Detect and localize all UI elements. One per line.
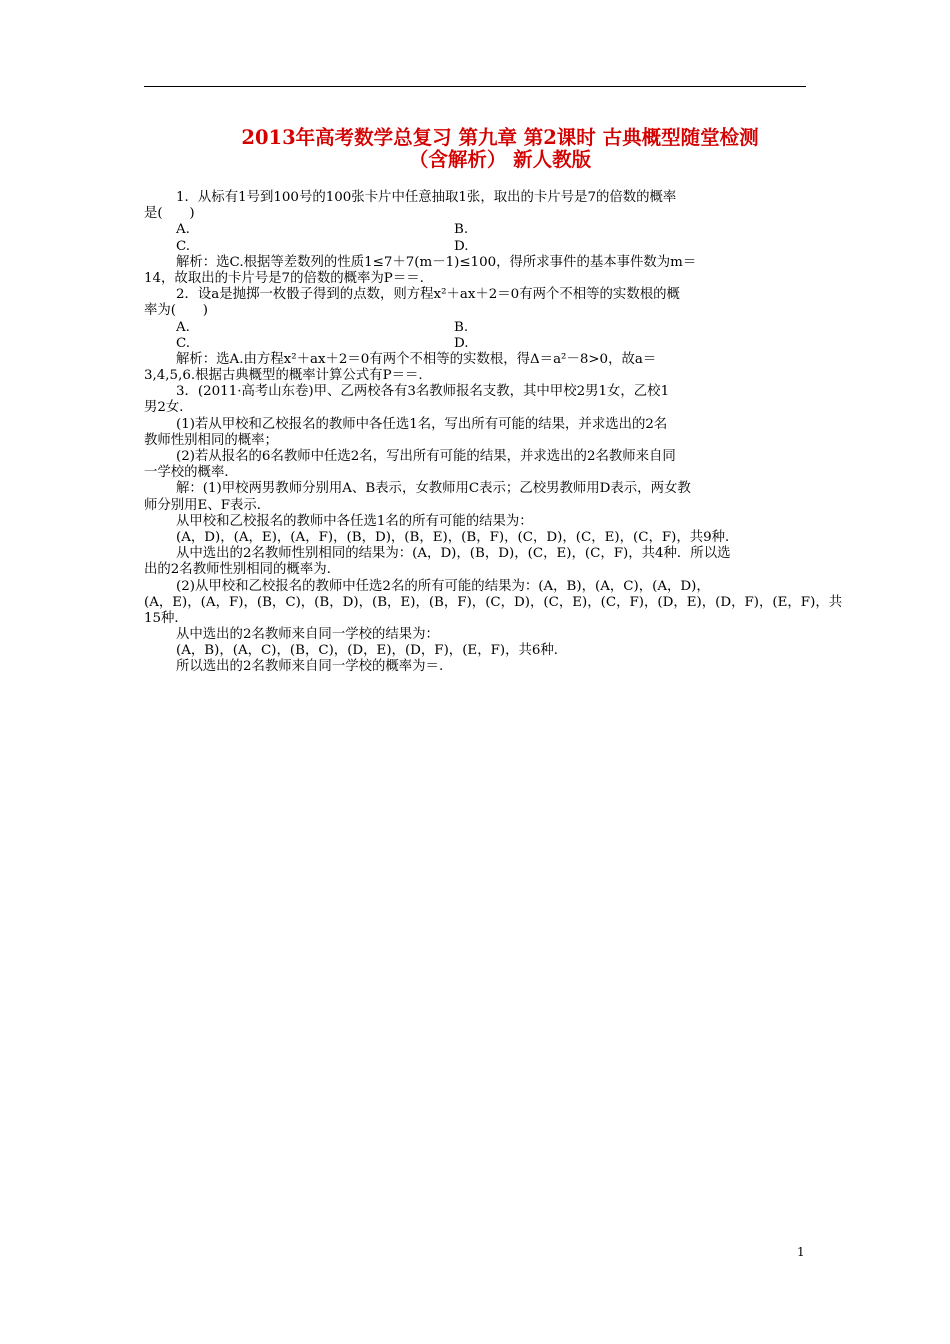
q3-part2-cont: 一学校的概率． <box>144 465 238 481</box>
q3-solution-line: (2)从甲校和乙校报名的教师中任选2名的所有可能的结果为：(A，B)，(A，C)，(A，D)， <box>176 578 710 594</box>
option-c: C. <box>176 335 191 351</box>
q1-stem: 1．从标有1号到100号的100张卡片中任意抽取1张，取出的卡片号是7的倍数的概率 <box>176 190 677 205</box>
q1-options-ab <box>144 222 806 238</box>
header-rule <box>144 86 806 87</box>
q1-solution: 解析：选C.根据等差数列的性质1≤7＋7(m－1)≤100，得所求事件的基本事件数为m＝ <box>176 254 697 270</box>
q3-solution-line: (A，B)，(A，C)，(B，C)，(D，E)，(D，F)，(E，F)，共6种． <box>176 643 568 659</box>
q3-solution-line: 从中选出的2名教师来自同一学校的结果为： <box>176 627 439 643</box>
doc-title-line1: 2013年高考数学总复习 第九章 第2课时 古典概型随堂检测 <box>241 126 759 149</box>
q2-solution: 解析：选A.由方程x²＋ax＋2＝0有两个不相等的实数根，得Δ＝a²－8>0，故a＝ <box>176 351 657 367</box>
q2-options-ab <box>144 320 806 336</box>
option-b: B. <box>454 222 469 238</box>
q1-options-cd <box>144 239 806 255</box>
q3-part1-cont: 教师性别相同的概率； <box>144 432 278 448</box>
q3-solution-line: (A，D)，(A，E)，(A，F)，(B，D)，(B，E)，(B，F)，(C，D)，(C，E)，(C，F)，共9种． <box>176 529 739 545</box>
q1-stem-cont: 是( ) <box>144 206 195 222</box>
q3-solution-line: 所以选出的2名教师来自同一学校的概率为＝. <box>176 659 444 675</box>
q3-part2: (2)若从报名的6名教师中任选2名，写出所有可能的结果，并求选出的2名教师来自同 <box>176 449 676 464</box>
q1-solution-cont: 14，故取出的卡片号是7的倍数的概率为P＝＝. <box>144 270 424 286</box>
q2-stem: 2．设a是抛掷一枚骰子得到的点数，则方程x²＋ax＋2＝0有两个不相等的实数根的概 <box>176 287 680 303</box>
option-d: D. <box>454 238 469 254</box>
option-a: A. <box>176 319 190 335</box>
q3-part1: (1)若从甲校和乙校报名的教师中各任选1名，写出所有可能的结果，并求选出的2名 <box>176 416 668 432</box>
q3-solution-line: 15种． <box>144 610 188 626</box>
option-d: D. <box>454 335 469 351</box>
doc-title-line2: （含解析） 新人教版 <box>408 148 592 171</box>
q3-solution-line: 从甲校和乙校报名的教师中各任选1名的所有可能的结果为： <box>176 513 533 529</box>
q3-stem-cont: 男2女． <box>144 400 193 416</box>
q2-solution-cont: 3,4,5,6.根据古典概型的概率计算公式有P＝＝. <box>144 368 423 384</box>
option-b: B. <box>454 319 469 335</box>
page-number: 1 <box>797 1245 805 1259</box>
q3-solution-line: 从中选出的2名教师性别相同的结果为：(A，D)，(B，D)，(C，E)，(C，F)，共4种．所以选 <box>176 546 731 562</box>
doc-body <box>144 190 843 676</box>
q3-solution-line: (A，E)，(A，F)，(B，C)，(B，D)，(B，E)，(B，F)，(C，D)，(C，E)，(C，F)，(D，E)，(D，F)，(E，F)，共 <box>144 594 843 610</box>
q3-solution: 解：(1)甲校两男教师分别用A、B表示，女教师用C表示；乙校男教师用D表示，两女教 <box>176 481 691 497</box>
q2-stem-cont: 率为( ) <box>144 303 209 319</box>
option-a: A. <box>176 222 190 238</box>
q3-stem: 3．(2011·高考山东卷)甲、乙两校各有3名教师报名支教，其中甲校2男1女，乙校1 <box>176 384 670 400</box>
q3-solution-line: 出的2名教师性别相同的概率为. <box>144 562 331 578</box>
q3-solution-cont: 师分别用E、F表示． <box>144 497 271 513</box>
option-c: C. <box>176 238 191 254</box>
q2-options-cd <box>144 336 806 352</box>
